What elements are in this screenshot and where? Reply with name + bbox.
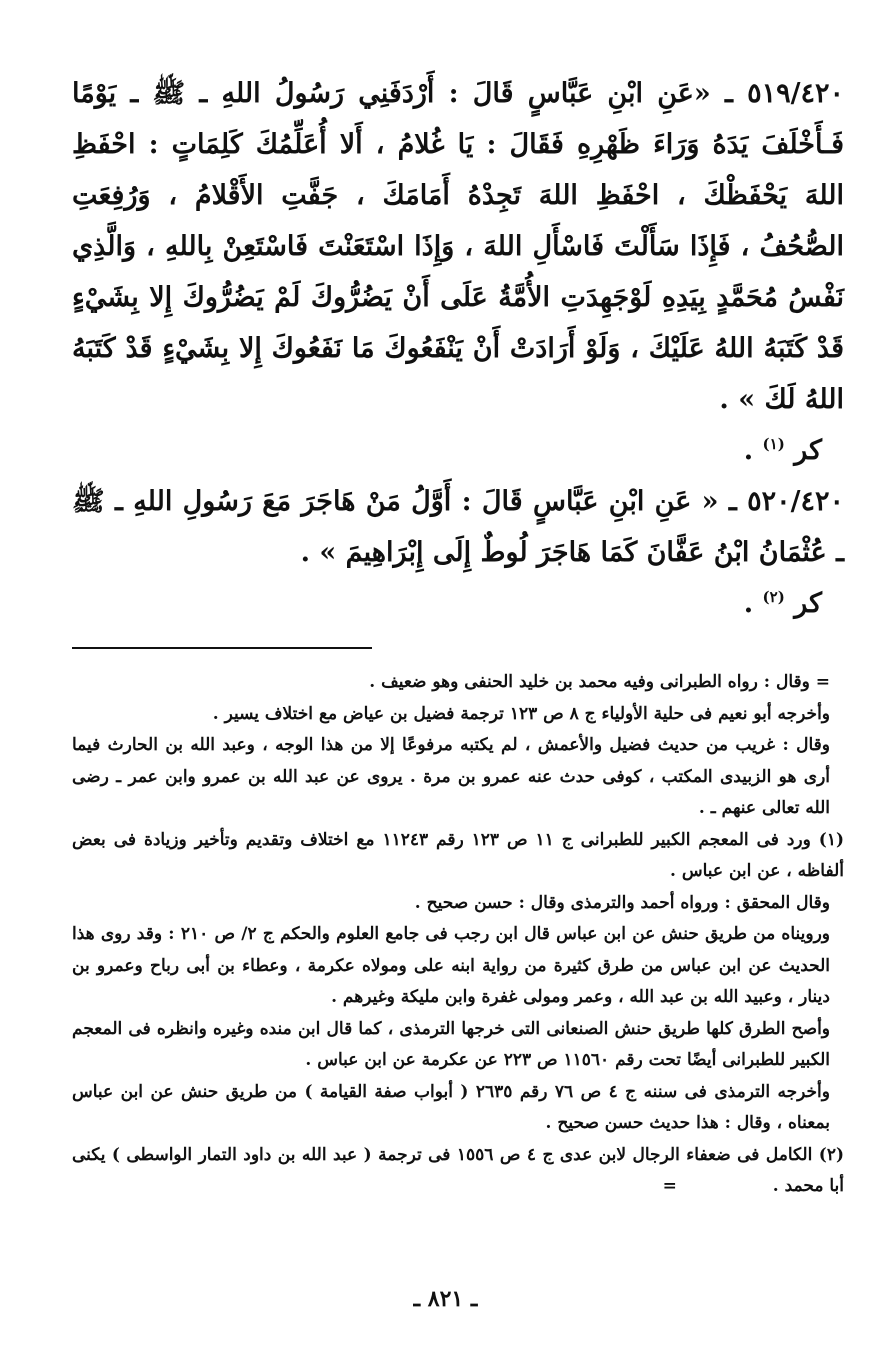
footnote-continuation-line: = وقال : رواه الطبرانى وفيه محمد بن خليد الحنفى وهو ضعيف . [369, 672, 830, 692]
hadith-520 [72, 476, 844, 578]
hadith-text: «عَنِ ابْنِ عَبَّاسٍ قَالَ : أَرْدَفَنِي رَسُولُ اللهِ ـ ﷺ ـ يَوْمًا فَـأَخْلَفَ يَدَهُ وَرَاءَ ظَهْرِهِ فَقَالَ : يَا غُلامُ ، أَلا أُعَلِّمُكَ كَلِمَاتٍ : احْفَظِ اللهَ يَحْفَظْكَ ، احْفَظِ اللهَ تَجِدْهُ أَمَامَكَ ، جَفَّتِ الأَقْلامُ ، وَرُفِعَتِ الصُّحُفُ ، فَإِذَا سَأَلْتَ فَاسْأَلِ اللهَ ، وَإِذَا اسْتَعَنْتَ فَاسْتَعِنْ بِاللهِ ، وَالَّذِي نَفْسُ مُحَمَّدٍ بِيَدِهِ لَوْجَهِدَتِ الأُمَّةُ عَلَى أَنْ يَضُرُّوكَ لَمْ يَضُرُّوكَ إِلا بِشَيْءٍ قَدْ كَتَبَهُ اللهُ عَلَيْكَ ، وَلَوْ أَرَادَتْ أَنْ يَنْفَعُوكَ مَا نَفَعُوكَ إِلا بِشَيْءٍ قَدْ كَتَبَهُ اللهُ لَكَ » . [72, 78, 844, 415]
footnote-1-line: ورويناه من طريق حنش عن ابن عباس قال ابن رجب فى جامع العلوم والحكم ج ٢/ ص ٢١٠ : وقد روى هذا الحديث عن ابن عباس من طرق كثيرة من رواية ابنه على ومولاه عكرمة ، وعطاء بن أبى رباح وعمرو بن دينار ، وعبيد الله بن عبد الله ، وعمر ومولى غفرة وابن مليكة وغيرهم . [72, 924, 830, 1007]
hadith-number: ٥١٩/٤٢٠ ـ [725, 78, 845, 109]
footnote-1-line: وقال المحقق : ورواه أحمد والترمذى وقال : حسن صحيح . [414, 892, 830, 913]
hadith-number: ٥٢٠/٤٢٠ ـ [728, 486, 845, 517]
continues-mark: = [662, 1176, 677, 1196]
hadith-519 [72, 68, 844, 425]
footnote-1-line: وأصح الطرق كلها طريق حنش الصنعانى التى خرجها الترمذى ، كما قال ابن منده وغيره وانظره فى المعجم الكبير للطبرانى أيضًا تحت رقم ١١٥٦٠ ص ٢٢٣ عن عكرمة عن ابن عباس . [72, 1018, 830, 1070]
main-text [72, 68, 844, 629]
source-code: كر [794, 588, 822, 619]
footnote-ref[interactable]: (١) [762, 435, 785, 453]
footnote-1-line: وأخرجه الترمذى فى سننه ج ٤ ص ٧٦ رقم ٢٦٣٥ ( أبواب صفة القيامة ) من طريق حنش عن ابن عباس بمعناه ، وقال : هذا حديث حسن صحيح . [72, 1081, 830, 1133]
footnote-continuation-line: وقال : غريب من حديث فضيل والأعمش ، لم يكتبه مرفوعًا إلا من هذا الوجه ، وعبد الله بن الحارث فيما أرى هو الزبيدى المكتب ، كوفى حدث عنه عمرو بن مرة . يروى عن عبد الله بن عمرو وابن عمر ـ رضى الله تعالى عنهم ـ . [72, 735, 830, 818]
source-code: كر [794, 435, 822, 466]
hadith-source: كر $^{(٢)}$ . [743, 588, 822, 619]
footnote-continuation-line: وأخرجه أبو نعيم فى حلية الأولياء ج ٨ ص ١٢٣ ترجمة فضيل بن عياض مع اختلاف يسير . [212, 703, 830, 724]
footnote-2 [72, 1140, 844, 1203]
footnote-ref[interactable]: (٢) [762, 588, 785, 606]
footnote-2-text: (٢) الكامل فى ضعفاء الرجال لابن عدى ج ٤ ص ١٥٥٦ فى ترجمة ( عبد الله بن داود التمار الواسطى ) يكنى أبا محمد . [72, 1144, 844, 1196]
hadith-text: « عَنِ ابْنِ عَبَّاسٍ قَالَ : أَوَّلُ مَنْ هَاجَرَ مَعَ رَسُولِ اللهِ ـ ﷺ ـ عُثْمَانُ ابْنُ عَفَّانَ كَمَا هَاجَرَ لُوطٌ إِلَى إِبْرَاهِيمَ » . [72, 486, 844, 568]
footnote-1: (١) ورد فى المعجم الكبير للطبرانى ج ١١ ص ١٢٣ رقم ١١٢٤٣ مع اختلاف وتقديم وتأخير وزيادة فى بعض ألفاظه ، عن ابن عباس . [72, 829, 844, 881]
page-body [72, 68, 844, 1203]
page-number: ـ ٨٢١ ـ [413, 1286, 478, 1312]
hadith-source: كر $^{(١)}$ . [743, 435, 822, 466]
footnote-divider [72, 647, 372, 649]
footnotes [72, 667, 844, 1203]
